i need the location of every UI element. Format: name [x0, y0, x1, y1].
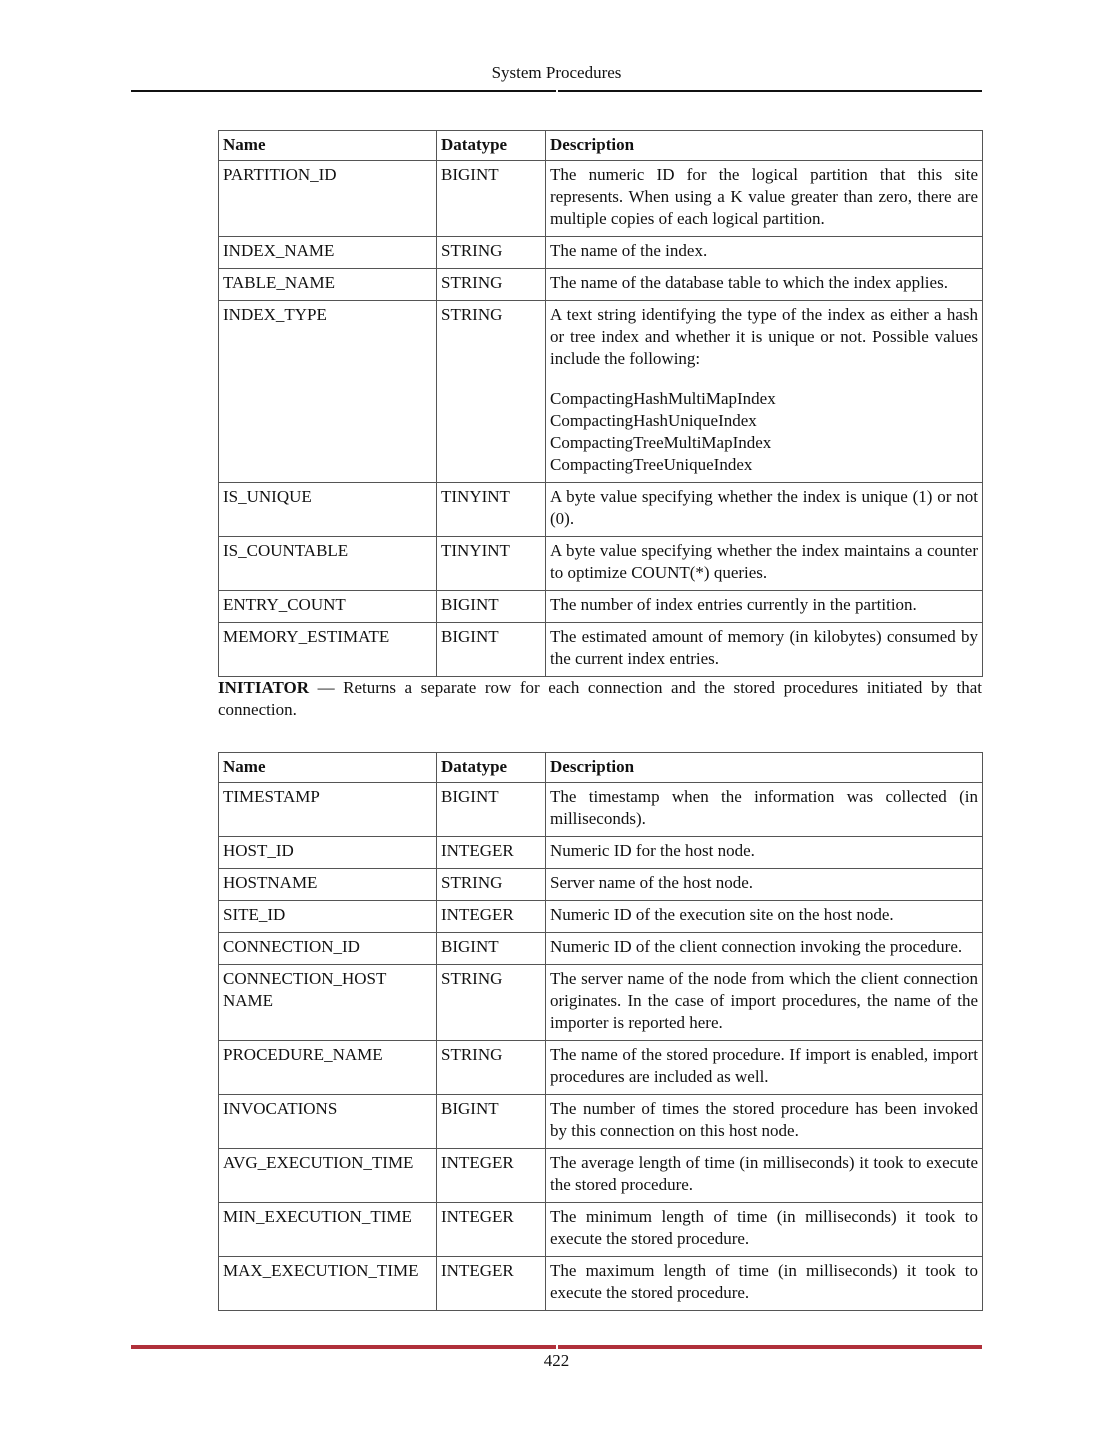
footer-rule	[131, 1345, 982, 1348]
cell-datatype: BIGINT	[437, 591, 546, 623]
cell-name: IS_COUNTABLE	[219, 537, 437, 591]
cell-datatype: STRING	[437, 269, 546, 301]
cell-description	[546, 237, 983, 269]
column-header-description: Description	[546, 131, 983, 161]
table-row	[219, 869, 983, 901]
cell-datatype: STRING	[437, 301, 546, 483]
table-row	[219, 301, 983, 483]
cell-name: CONNECTION_ID	[219, 933, 437, 965]
description-text: The maximum length of time (in milliseconds) it took to execute the stored procedure.	[550, 1261, 978, 1302]
cell-description	[546, 869, 983, 901]
initiator-term: INITIATOR	[218, 678, 310, 697]
description-text: Numeric ID of the execution site on the host node.	[550, 905, 894, 924]
cell-description	[546, 1041, 983, 1095]
possible-value: CompactingHashUniqueIndex	[550, 411, 757, 430]
cell-name: MEMORY_ESTIMATE	[219, 623, 437, 677]
table-row	[219, 1257, 983, 1311]
cell-datatype: BIGINT	[437, 933, 546, 965]
cell-datatype: STRING	[437, 869, 546, 901]
column-header-name: Name	[219, 131, 437, 161]
cell-datatype: INTEGER	[437, 1257, 546, 1311]
cell-description	[546, 269, 983, 301]
possible-value: CompactingTreeMultiMapIndex	[550, 433, 772, 452]
possible-value: CompactingHashMultiMapIndex	[550, 389, 776, 408]
header-rule	[131, 90, 982, 93]
initiator-paragraph	[218, 677, 982, 721]
description-text: The minimum length of time (in milliseconds) it took to execute the stored procedure.	[550, 1207, 978, 1248]
table-row	[219, 837, 983, 869]
running-header: System Procedures	[491, 63, 622, 82]
table-row	[219, 1095, 983, 1149]
index-stats-table	[218, 130, 983, 677]
table-row	[219, 537, 983, 591]
cell-datatype: BIGINT	[437, 161, 546, 237]
cell-datatype: STRING	[437, 237, 546, 269]
cell-name: INDEX_TYPE	[219, 301, 437, 483]
cell-name: TABLE_NAME	[219, 269, 437, 301]
cell-name: TIMESTAMP	[219, 783, 437, 837]
cell-description	[546, 1203, 983, 1257]
cell-description	[546, 1149, 983, 1203]
table-row	[219, 1041, 983, 1095]
cell-name: HOST_ID	[219, 837, 437, 869]
description-text: The number of index entries currently in the partition.	[550, 595, 917, 614]
description-text: The name of the stored procedure. If import is enabled, import procedures are included as well.	[550, 1045, 978, 1086]
possible-value: CompactingTreeUniqueIndex	[550, 455, 753, 474]
cell-description	[546, 1095, 983, 1149]
table-row	[219, 591, 983, 623]
description-text: A byte value specifying whether the index is unique (1) or not (0).	[550, 487, 978, 528]
cell-name: INDEX_NAME	[219, 237, 437, 269]
cell-datatype: STRING	[437, 1041, 546, 1095]
cell-description	[546, 301, 983, 483]
column-header-datatype: Datatype	[437, 753, 546, 783]
table-row	[219, 269, 983, 301]
cell-description	[546, 591, 983, 623]
cell-description	[546, 965, 983, 1041]
cell-name: CONNECTION_HOST NAME	[219, 965, 437, 1041]
cell-name: MAX_EXECUTION_TIME	[219, 1257, 437, 1311]
initiator-text: — Returns a separate row for each connection and the stored procedures initiated by that connection.	[218, 678, 982, 719]
cell-name: AVG_EXECUTION_TIME	[219, 1149, 437, 1203]
description-text: The server name of the node from which the client connection originates. In the case of import procedures, the name of the importer is reported here.	[550, 969, 978, 1032]
cell-datatype: TINYINT	[437, 537, 546, 591]
description-text: The timestamp when the information was collected (in milliseconds).	[550, 787, 978, 828]
cell-name: ENTRY_COUNT	[219, 591, 437, 623]
table-row	[219, 933, 983, 965]
cell-datatype: INTEGER	[437, 1203, 546, 1257]
cell-name: HOSTNAME	[219, 869, 437, 901]
cell-name: SITE_ID	[219, 901, 437, 933]
cell-name: PARTITION_ID	[219, 161, 437, 237]
cell-datatype: INTEGER	[437, 901, 546, 933]
table-row	[219, 1149, 983, 1203]
cell-name: IS_UNIQUE	[219, 483, 437, 537]
cell-name: INVOCATIONS	[219, 1095, 437, 1149]
table-header-row	[219, 131, 983, 161]
cell-datatype: BIGINT	[437, 1095, 546, 1149]
table-row	[219, 901, 983, 933]
description-text: A text string identifying the type of the index as either a hash or tree index and whether it is unique or not. Possible values include the following:	[550, 305, 978, 368]
table-header-row	[219, 753, 983, 783]
description-text: The numeric ID for the logical partition that this site represents. When using a K value greater than zero, there are multiple copies of each logical partition.	[550, 165, 978, 228]
cell-datatype: INTEGER	[437, 1149, 546, 1203]
possible-values-list	[550, 388, 978, 476]
cell-name: MIN_EXECUTION_TIME	[219, 1203, 437, 1257]
initiator-table	[218, 752, 983, 1311]
description-text: A byte value specifying whether the index maintains a counter to optimize COUNT(*) queries.	[550, 541, 978, 582]
table-row	[219, 1203, 983, 1257]
cell-datatype: BIGINT	[437, 783, 546, 837]
table-row	[219, 965, 983, 1041]
cell-description	[546, 161, 983, 237]
description-text: The estimated amount of memory (in kilobytes) consumed by the current index entries.	[550, 627, 978, 668]
cell-datatype: BIGINT	[437, 623, 546, 677]
cell-datatype: INTEGER	[437, 837, 546, 869]
page-number: 422	[543, 1351, 570, 1370]
description-text: Server name of the host node.	[550, 873, 753, 892]
column-header-datatype: Datatype	[437, 131, 546, 161]
cell-description	[546, 901, 983, 933]
cell-datatype: STRING	[437, 965, 546, 1041]
table-row	[219, 623, 983, 677]
description-text: The name of the database table to which the index applies.	[550, 273, 948, 292]
cell-description	[546, 537, 983, 591]
cell-description	[546, 1257, 983, 1311]
table-row	[219, 483, 983, 537]
column-header-name: Name	[219, 753, 437, 783]
cell-name: PROCEDURE_NAME	[219, 1041, 437, 1095]
column-header-description: Description	[546, 753, 983, 783]
description-text: Numeric ID of the client connection invoking the procedure.	[550, 937, 963, 956]
table-row	[219, 783, 983, 837]
description-text: The number of times the stored procedure has been invoked by this connection on this host node.	[550, 1099, 978, 1140]
description-text: The name of the index.	[550, 241, 708, 260]
cell-description	[546, 933, 983, 965]
cell-description	[546, 837, 983, 869]
cell-description	[546, 623, 983, 677]
table-row	[219, 161, 983, 237]
table-row	[219, 237, 983, 269]
description-text: Numeric ID for the host node.	[550, 841, 755, 860]
cell-description	[546, 783, 983, 837]
description-text: The average length of time (in milliseconds) it took to execute the stored procedure.	[550, 1153, 978, 1194]
cell-datatype: TINYINT	[437, 483, 546, 537]
cell-description	[546, 483, 983, 537]
